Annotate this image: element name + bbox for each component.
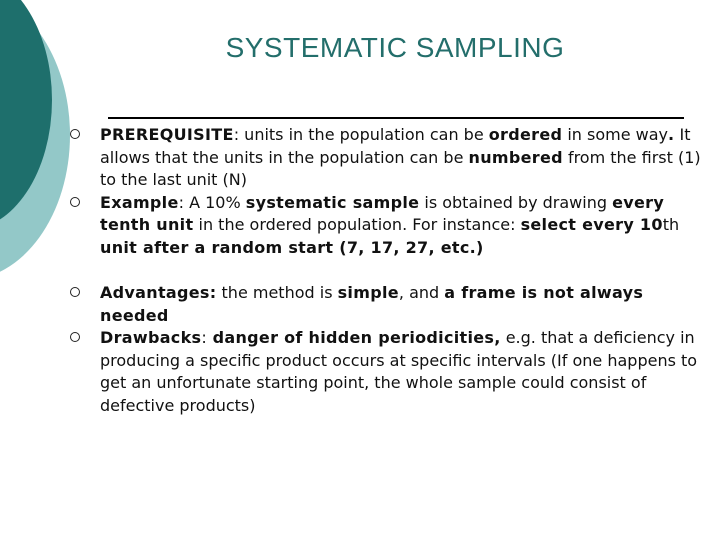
bold-text-segment: . <box>668 125 675 144</box>
bold-text-segment: numbered <box>468 147 563 167</box>
bold-text-segment: Drawbacks <box>100 328 202 347</box>
bold-text-segment: simple <box>337 283 399 302</box>
circle-bullet-icon <box>70 129 80 139</box>
slide-title: SYSTEMATIC SAMPLING <box>225 32 565 63</box>
text-segment: It allows that the units in the population can be <box>100 125 691 167</box>
bullet-example <box>70 192 710 260</box>
bold-text-segment: ordered <box>488 125 563 144</box>
text-segment: th <box>662 215 680 234</box>
text-segment: : A 10% <box>178 192 246 212</box>
bold-text-segment: systematic sample <box>245 192 420 212</box>
bullet-text <box>100 125 701 189</box>
title-divider <box>108 117 684 119</box>
bold-text-segment: select every 10 <box>520 215 663 234</box>
text-segment: : units in the population can be <box>233 125 489 144</box>
text-segment: from the first (1) to the last unit (N) <box>100 147 701 189</box>
text-segment: in some way <box>562 125 669 144</box>
text-segment: in the ordered population. For instance: <box>193 215 521 234</box>
text-segment: , and <box>398 283 445 302</box>
bold-text-segment: Example <box>100 192 179 212</box>
bold-text-segment: a frame is not always needed <box>100 283 644 325</box>
text-segment: the method is <box>216 283 338 302</box>
bullet-text <box>100 283 643 325</box>
bullet-advantages <box>70 282 710 327</box>
bold-text-segment: danger of hidden periodicities, <box>206 328 501 347</box>
circle-bullet-icon <box>70 287 80 297</box>
text-segment: e.g. that a deficiency in producing a specific product occurs at specific intervals (If one happens to get an unfortunate starting point, the whole sample could consist of defective products) <box>100 328 698 415</box>
bullet-drawbacks <box>70 327 710 417</box>
bullet-prerequisite <box>70 124 710 192</box>
bullet-text <box>100 193 679 257</box>
bold-text-segment: every tenth unit <box>100 192 665 234</box>
bullet-text <box>100 328 697 415</box>
text-segment: : <box>201 328 207 347</box>
text-segment: is obtained by drawing <box>419 192 613 212</box>
bold-text-segment: Advantages: <box>100 283 217 302</box>
bold-text-segment: unit after a random start (7, 17, 27, etc.) <box>100 237 484 257</box>
circle-bullet-icon <box>70 197 80 207</box>
bold-text-segment: PREREQUISITE <box>100 125 234 144</box>
circle-bullet-icon <box>70 332 80 342</box>
bullet-list <box>70 124 710 417</box>
